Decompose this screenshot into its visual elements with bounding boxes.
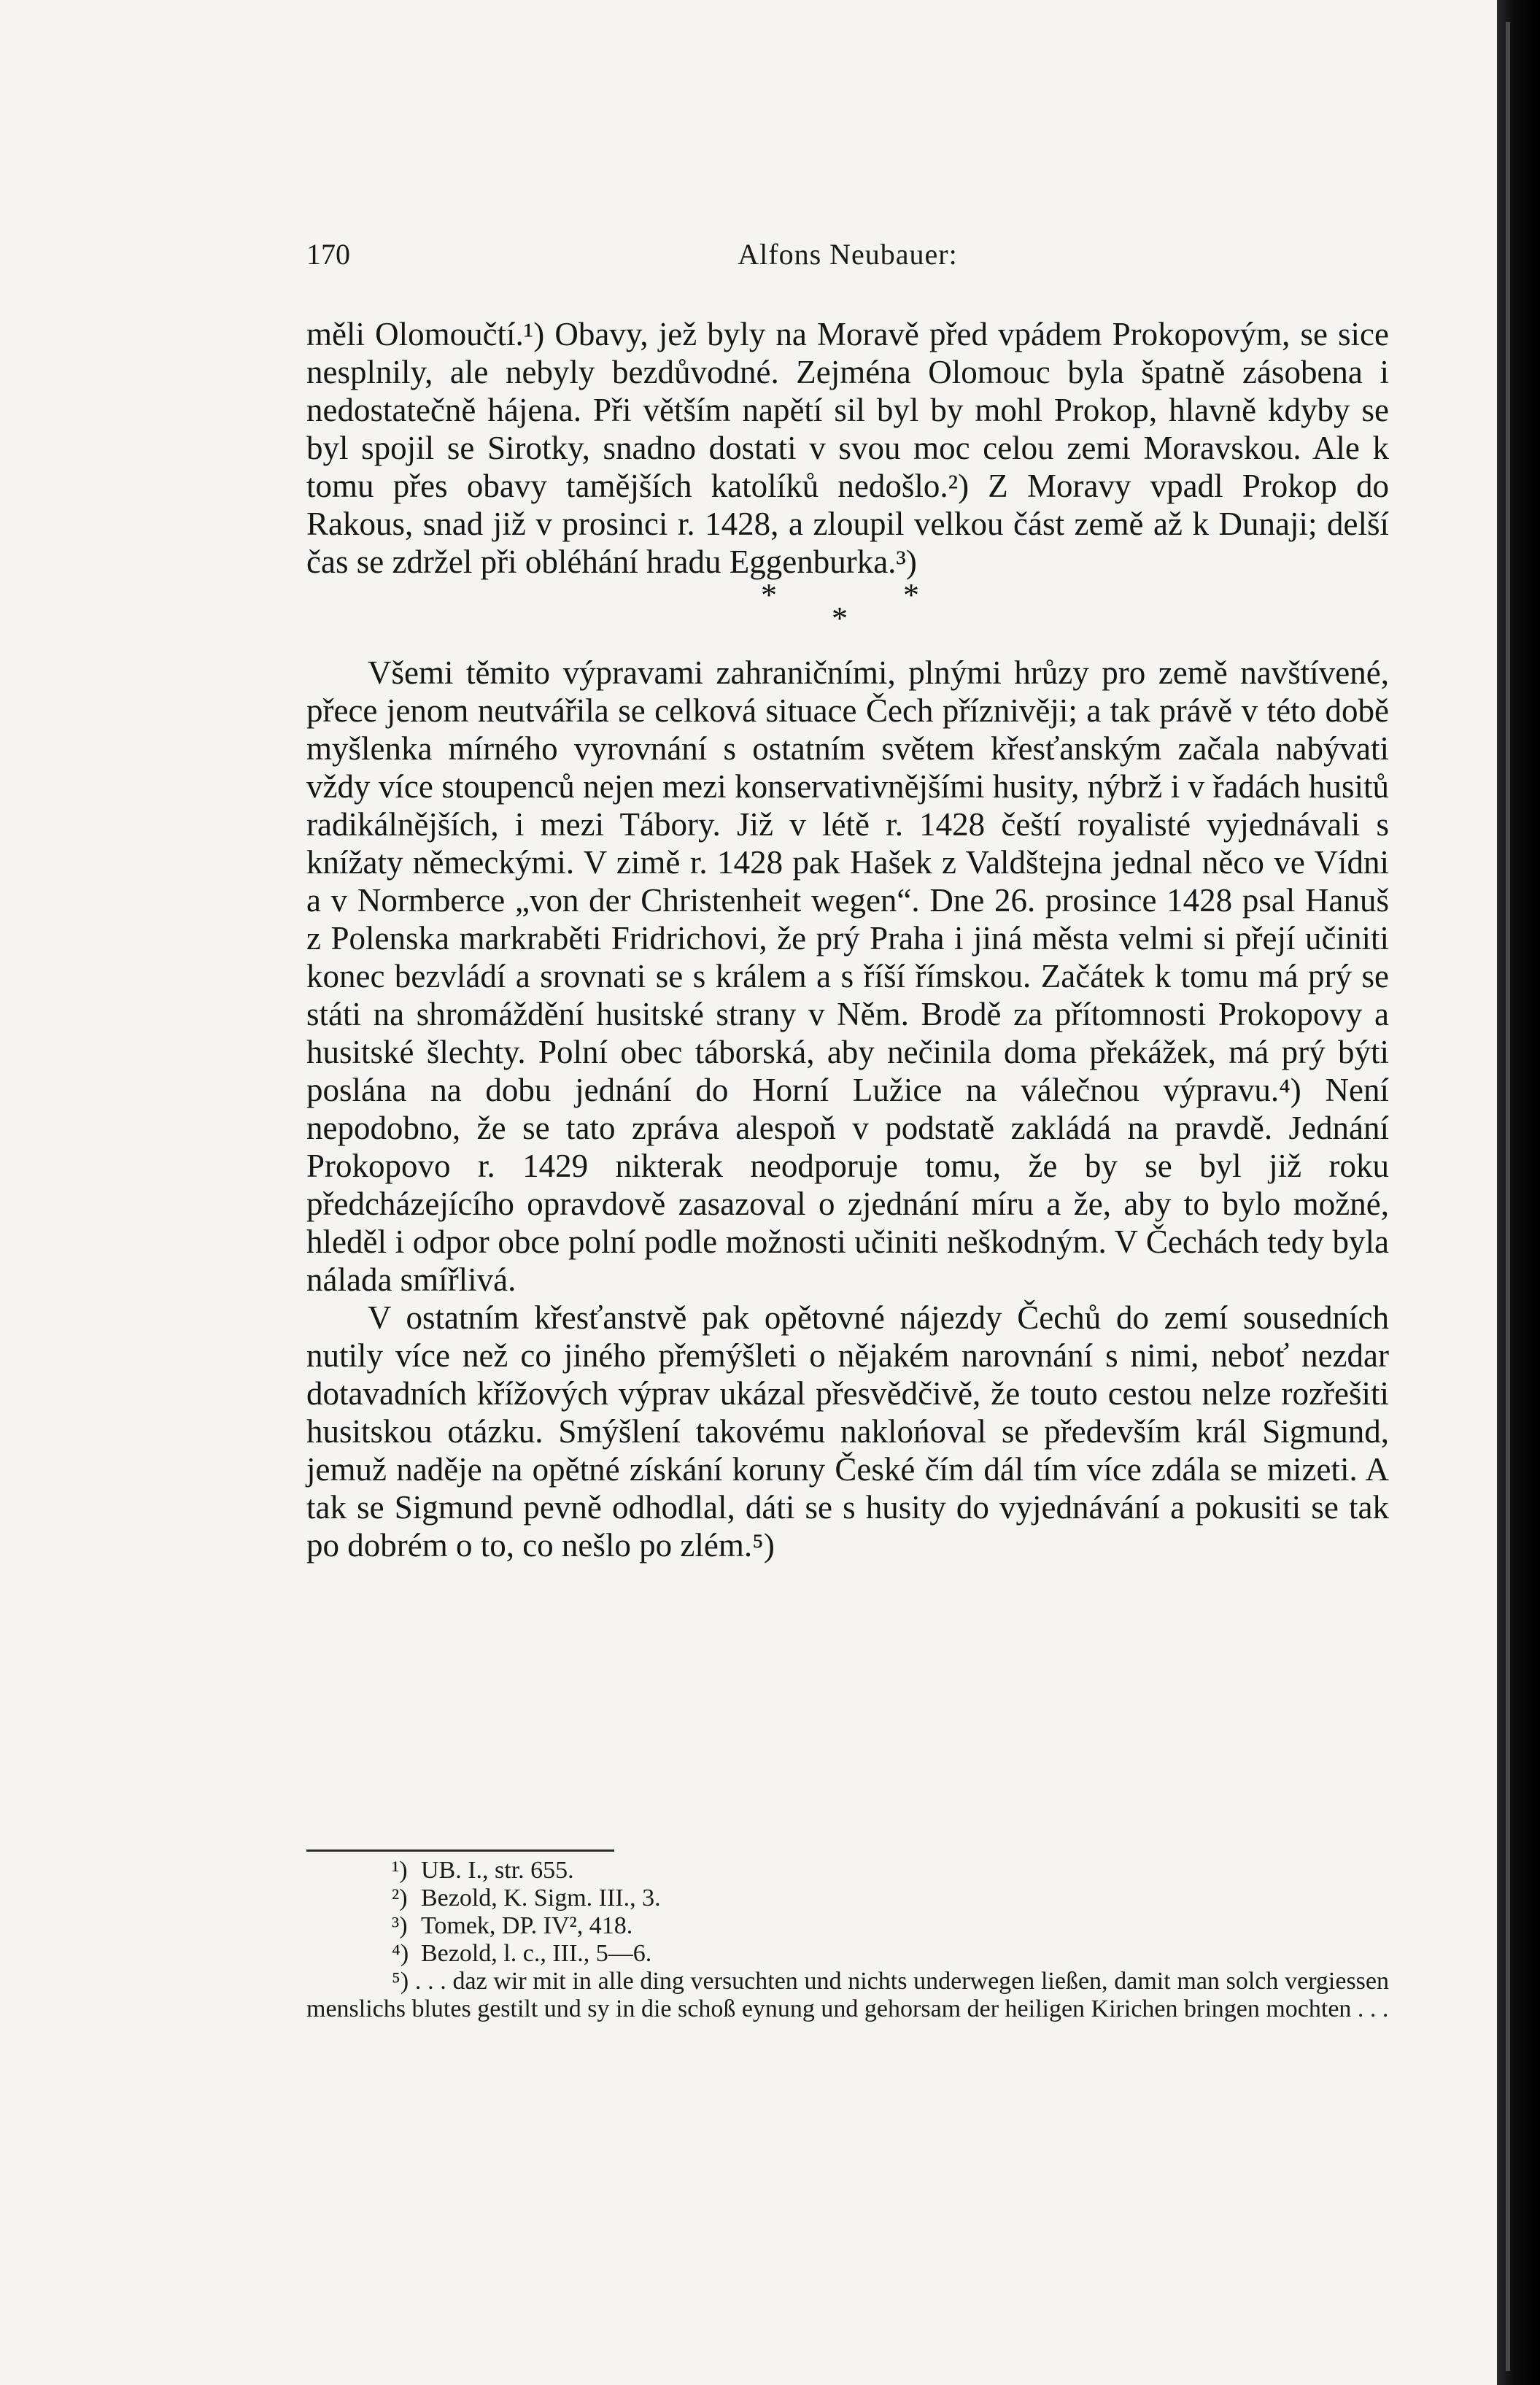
footnote-text: UB. I., str. 655. [421,1857,574,1884]
paragraph: V ostatním křesťanstvě pak opětovné nájezdy Čechů do zemí sousedních nutily více než co jiného přemýšleti o nějakém narovnání s nimi, neboť nezdar dotavadních křížových výprav ukázal přesvědčivě, že touto cestou nelze rozřešiti husitskou otázku. Smýšlení takovému naklońoval se především král Sigmund, jemuž naděje na opětné získání koruny České čím dál tím více zdála se mizeti. A tak se Sigmund pevně odhodlal, dáti se s husity do vyjednávání a pokusiti se tak po dobrém o to, co nešlo po zlém.⁵) [306,1299,1389,1563]
footnotes [306,1857,1389,2023]
page-edge-shadow [1497,0,1540,2385]
page-header [306,237,1389,281]
asterisk: * [761,577,777,613]
footnote [306,1912,1389,1940]
paragraph: Všemi těmito výpravami zahraničními, plnými hrůzy pro země navštívené, přece jenom neutvářila se celková situace Čech příznivěji; a tak právě v této době myšlenka mírného vyrovnání s ostatním světem křesťanským začala nabývati vždy více stoupenců nejen mezi konservativnějšími husity, nýbrž i v řadách husitů radikálnějších, i mezi Tábory. Již v létě r. 1428 čeští royalisté vyjednávali s knížaty německými. V zimě r. 1428 pak Hašek z Valdštejna jednal něco ve Vídni a v Normberce „von der Christenheit wegen“. Dne 26. prosince 1428 psal Hanuš z Polenska markraběti Fridrichovi, že prý Praha i jiná města velmi si přejí učiniti konec bezvládí a srovnati se s králem a s říší římskou. Začátek k tomu má prý se státi na shromáždění husitské strany v Něm. Brodě za přítomnosti Prokopovy a husitské šlechty. Polní obec táborská, aby nečinila doma překážek, má prý býti poslána na dobu jednání do Horní Lužice na válečnou výpravu.⁴) Není nepodobno, že se tato zpráva alespoň v podstatě zakládá na pravdě. Jednání Prokopovo r. 1429 nikterak neodporuje tomu, že by se byl již roku předcházejícího opravdově zasazoval o zjednání míru a že, aby to bylo možné, hleděl i odpor obce polní podle možnosti učiniti neškodným. V Čechách tedy byla nálada smířlivá. [306,654,1389,1298]
footnote-text: Bezold, K. Sigm. III., 3. [421,1885,661,1912]
asterisk: * [832,600,848,636]
asterisk: * [903,577,919,613]
footnote-text: Tomek, DP. IV², 418. [421,1912,633,1939]
footnote [306,1940,1389,1968]
section-break [306,577,1389,652]
paragraph: měli Olomoučtí.¹) Obavy, jež byly na Moravě před vpádem Prokopovým, se sice nesplnily, ale nebyly bezdůvodné. Zejména Olomouc byla špatně zásobena i nedostatečně hájena. Při větším napětí sil byl by mohl Prokop, hlavně kdyby se byl spojil se Sirotky, snadno dostati v svou moc celou zemi Moravskou. Ale k tomu přes obavy tamějších katolíků nedošlo.²) Z Moravy vpadl Prokop do Rakous, snad již v prosinci r. 1428, a zloupil velkou část země až k Dunaji; delší čas se zdržel při obléhání hradu Eggenburka.³) [306,316,1389,580]
footnote-mark: ²) [392,1885,408,1912]
footnote-mark: ¹) [392,1857,408,1884]
footnote-quote: ⁵) . . . daz wir mit in alle ding versuchten und nichts underwegen ließen, damit man solch vergiessen menslichs blutes gestilt und sy in die schoß eynung und gehorsam der heiligen Kirichen bringen mochten . . . [306,1968,1389,2022]
page-number: 170 [306,238,350,271]
running-title: Alfons Neubauer: [738,238,958,271]
page-edge-line [1506,22,1510,2371]
body-text [306,315,1389,1564]
footnote [306,1885,1389,1912]
footnote-rule [306,1849,614,1852]
footnote-mark: ³) [392,1912,408,1939]
footnote [306,1857,1389,1885]
footnote-text: Bezold, l. c., III., 5—6. [421,1940,652,1967]
footnote-mark: ⁴) [392,1940,409,1967]
